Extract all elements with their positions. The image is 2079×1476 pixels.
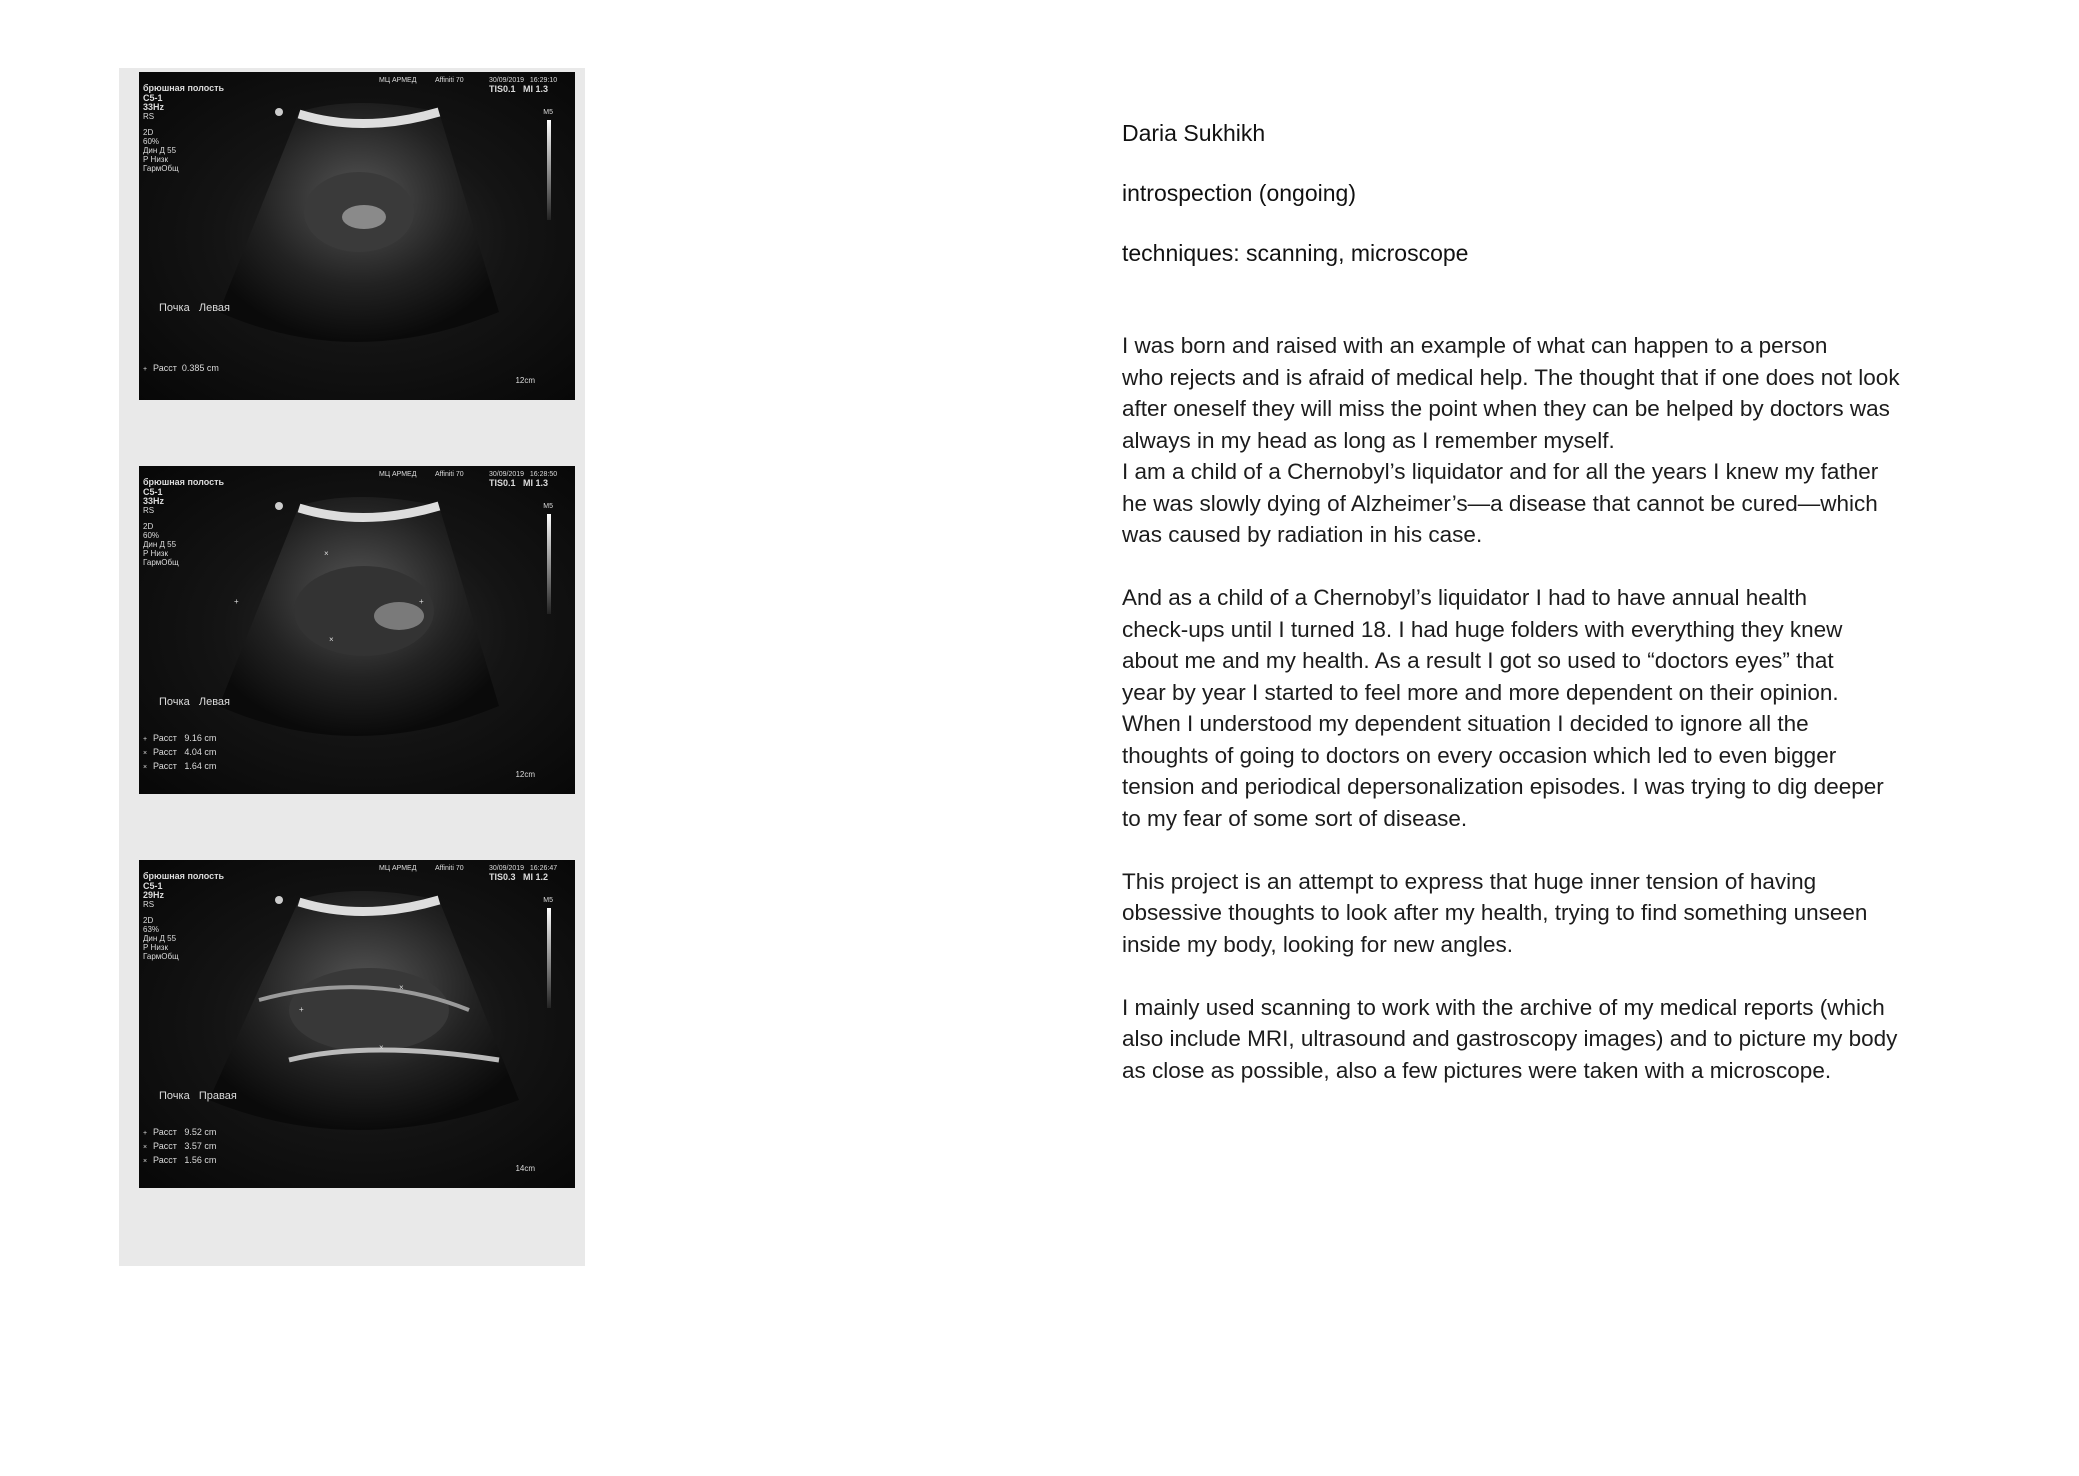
scan-measurement: Расст 9.52 cm (153, 1127, 217, 1137)
scan-region: брюшная полость (143, 477, 225, 487)
svg-text:×: × (399, 983, 404, 992)
scan-datetime: 30/09/2019 16:28:50 (489, 471, 558, 478)
caliper-marker-icon: × (143, 764, 148, 771)
scan-settings: 2D 60% Дин Д 55 Р Низк ГармОбщ (143, 128, 179, 173)
scan-measurement: Расст 1.56 cm (153, 1155, 217, 1165)
scan-measurements (143, 362, 219, 376)
scan-tis-mi: TIS0.3 MI 1.2 (489, 872, 549, 882)
scan-scale-label: M5 (543, 109, 553, 116)
grayscale-bar (547, 514, 551, 614)
ultrasound-scan-3 (139, 860, 575, 1188)
scan-measurement: Расст 4.04 cm (153, 747, 217, 757)
scan-clinic: МЦ АРМЕД (379, 865, 417, 872)
project-title: introspection (ongoing) (1122, 180, 1356, 206)
scan-organ-label: Почка Правая (159, 1090, 237, 1102)
svg-text:×: × (379, 1043, 384, 1052)
scan-probe: C5-1 (143, 487, 163, 497)
caliper-marker-icon: × (143, 1144, 148, 1151)
scan-device: Affiniti 70 (435, 471, 464, 478)
scan-settings: 2D 63% Дин Д 55 Р Низк ГармОбщ (143, 916, 179, 961)
scan-device: Affiniti 70 (435, 865, 464, 872)
scan-scale-label: M5 (543, 503, 553, 510)
scan-mode: RS (143, 506, 155, 515)
svg-text:×: × (329, 635, 334, 644)
caliper-marker-icon: × (143, 750, 148, 757)
caliper-marker-icon: + (143, 736, 148, 743)
scan-scale-label: M5 (543, 897, 553, 904)
scan-datetime: 30/09/2019 16:26:47 (489, 865, 558, 872)
scan-frequency: 33Hz (143, 102, 165, 112)
ultrasound-strip (119, 68, 585, 1266)
scan-probe: C5-1 (143, 93, 163, 103)
caliper-marker-icon: + (143, 366, 148, 373)
ultrasound-image (139, 72, 575, 400)
statement-paragraph: I mainly used scanning to work with the archive of my medical reports (which also include MRI, ultrasound and gastroscopy images) and to picture my body as close as possible, also a few pictures were taken with a microscope. (1122, 994, 1898, 1083)
grayscale-bar (547, 908, 551, 1008)
scan-organ-label: Почка Левая (159, 302, 230, 314)
svg-text:+: + (419, 597, 424, 606)
statement-paragraph: And as a child of a Chernobyl’s liquidator I had to have annual health check-ups until I turned 18. I had huge folders with everything they knew about me and my health. As a result I got so used to “doctors eyes” that year by year I started to feel more and more dependent on their opinion. When I understood my dependent situation I decided to ignore all the thoughts of going to doctors on every occasion which led to even bigger tension and periodical depersonalization episodes. I was trying to dig deeper to my fear of some sort of disease. (1122, 585, 1884, 831)
techniques-line: techniques: scanning, microscope (1122, 240, 1469, 266)
scan-region: брюшная полость (143, 83, 225, 93)
scan-depth: 12cm (515, 770, 535, 779)
caliper-marker-icon: + (143, 1130, 148, 1137)
scan-mode: RS (143, 900, 155, 909)
grayscale-bar (547, 120, 551, 220)
scan-depth: 14cm (515, 1164, 535, 1173)
svg-text:+: + (299, 1005, 304, 1014)
scan-device: Affiniti 70 (435, 77, 464, 84)
scan-frequency: 33Hz (143, 496, 165, 506)
scan-measurement: Расст 1.64 cm (153, 761, 217, 771)
scan-measurements (143, 732, 216, 774)
svg-text:×: × (324, 549, 329, 558)
scan-measurements (143, 1126, 216, 1168)
scan-settings: 2D 60% Дин Д 55 Р Низк ГармОбщ (143, 522, 179, 567)
scan-organ-label: Почка Левая (159, 696, 230, 708)
scan-mode: RS (143, 112, 155, 121)
author-name: Daria Sukhikh (1122, 120, 1266, 146)
scan-measurement: Расст 9.16 cm (153, 733, 217, 743)
scan-datetime: 30/09/2019 16:29:10 (489, 77, 558, 84)
scan-probe: C5-1 (143, 881, 163, 891)
scan-tis-mi: TIS0.1 MI 1.3 (489, 84, 549, 94)
scan-region: брюшная полость (143, 871, 225, 881)
scan-depth: 12cm (515, 376, 535, 385)
statement-paragraph: I was born and raised with an example of what can happen to a person who rejects and is afraid of medical help. The thought that if one does not look after oneself they will miss the point when they can be helped by doctors was always in my head as long as I remember myself. I am a child of a Chernobyl’s liquidator and for all the years I knew my father he was slowly dying of Alzheimer’s—a disease that cannot be cured—which was caused by radiation in his case. (1122, 333, 1900, 547)
ultrasound-scan-1 (139, 72, 575, 400)
caliper-marker-icon: × (143, 1158, 148, 1165)
scan-frequency: 29Hz (143, 890, 165, 900)
svg-text:+: + (234, 597, 239, 606)
scan-measurement: Расст 0.385 cm (153, 363, 219, 373)
statement-paragraph: This project is an attempt to express that huge inner tension of having obsessive thoughts to look after my health, trying to find something unseen inside my body, looking for new angles. (1122, 868, 1868, 957)
statement-body (1122, 330, 1982, 1118)
ultrasound-scan-2 (139, 466, 575, 794)
scan-measurement: Расст 3.57 cm (153, 1141, 217, 1151)
scan-tis-mi: TIS0.1 MI 1.3 (489, 478, 549, 488)
scan-clinic: МЦ АРМЕД (379, 77, 417, 84)
scan-clinic: МЦ АРМЕД (379, 471, 417, 478)
